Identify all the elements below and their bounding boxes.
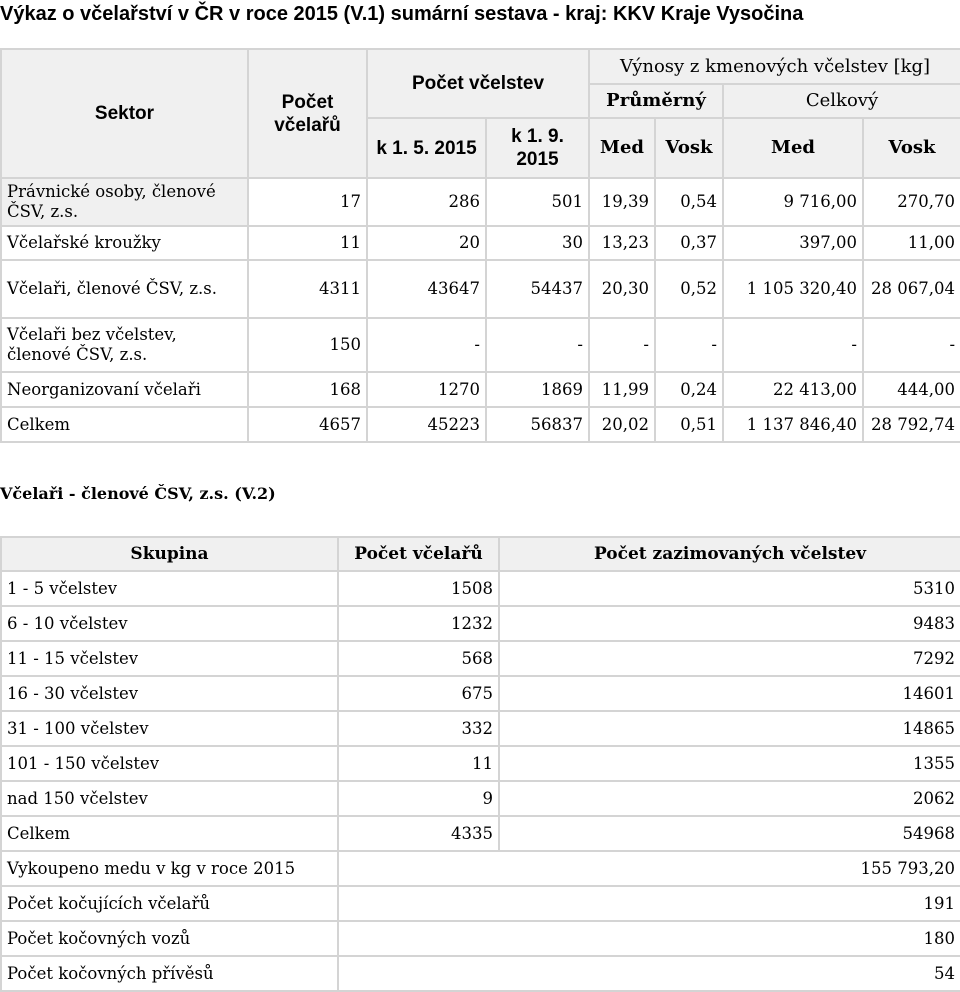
cell: 0,51 — [655, 407, 723, 442]
cell: 0,54 — [655, 178, 723, 226]
row-label: 31 - 100 včelstev — [1, 711, 338, 746]
row-label: Počet kočovných přívěsů — [1, 956, 338, 991]
table-row — [1, 921, 960, 956]
cell: 14601 — [499, 676, 960, 711]
header-celkovy-med: Med — [723, 118, 863, 178]
header-pocet-vcelaru: Počet včelařů — [338, 537, 499, 571]
header-celkovy: Celkový — [723, 84, 960, 118]
table-row — [1, 886, 960, 921]
cell: 28 067,04 — [863, 260, 960, 318]
table-row — [1, 676, 960, 711]
cell: 11,00 — [863, 226, 960, 260]
header-k-1-5-2015: k 1. 5. 2015 — [367, 118, 486, 178]
cell: 0,37 — [655, 226, 723, 260]
cell: 13,23 — [589, 226, 655, 260]
cell: - — [486, 318, 589, 372]
cell: 9 — [338, 781, 499, 816]
cell: 191 — [338, 886, 960, 921]
cell: 4657 — [248, 407, 367, 442]
table-row — [1, 226, 960, 260]
table-row — [1, 641, 960, 676]
cell: 1 105 320,40 — [723, 260, 863, 318]
table-row — [1, 571, 960, 606]
cell: 9483 — [499, 606, 960, 641]
cell: 4335 — [338, 816, 499, 851]
table-row — [1, 606, 960, 641]
cell: 11,99 — [589, 372, 655, 407]
row-label: Neorganizovaní včelaři — [1, 372, 248, 407]
row-label: Celkem — [1, 407, 248, 442]
cell: 168 — [248, 372, 367, 407]
cell: 7292 — [499, 641, 960, 676]
row-label: Počet kočujících včelařů — [1, 886, 338, 921]
cell: 11 — [338, 746, 499, 781]
header-celkovy-vosk: Vosk — [863, 118, 960, 178]
cell: 17 — [248, 178, 367, 226]
header-pocet-vcelaru: Počet včelařů — [248, 49, 367, 178]
cell: 11 — [248, 226, 367, 260]
row-label: 6 - 10 včelstev — [1, 606, 338, 641]
row-label: Právnické osoby, členové ČSV, z.s. — [1, 178, 248, 226]
cell: 286 — [367, 178, 486, 226]
cell: 43647 — [367, 260, 486, 318]
cell: 28 792,74 — [863, 407, 960, 442]
cell: 568 — [338, 641, 499, 676]
cell: - — [655, 318, 723, 372]
cell: 54437 — [486, 260, 589, 318]
table-row — [1, 711, 960, 746]
section-title: Včelaři - členové ČSV, z.s. (V.2) — [0, 484, 276, 503]
row-label: 101 - 150 včelstev — [1, 746, 338, 781]
cell: 2062 — [499, 781, 960, 816]
row-label: 11 - 15 včelstev — [1, 641, 338, 676]
cell: 5310 — [499, 571, 960, 606]
cell: 0,52 — [655, 260, 723, 318]
cell: 30 — [486, 226, 589, 260]
cell: 0,24 — [655, 372, 723, 407]
cell: - — [863, 318, 960, 372]
cell: 45223 — [367, 407, 486, 442]
header-pocet-zazimovanych: Počet zazimovaných včelstev — [499, 537, 960, 571]
table-row — [1, 318, 960, 372]
header-prumerny-vosk: Vosk — [655, 118, 723, 178]
cell: 54 — [338, 956, 960, 991]
cell: 1869 — [486, 372, 589, 407]
cell: 501 — [486, 178, 589, 226]
row-label: Celkem — [1, 816, 338, 851]
cell: 180 — [338, 921, 960, 956]
cell: 20,30 — [589, 260, 655, 318]
cell: - — [589, 318, 655, 372]
cell: 9 716,00 — [723, 178, 863, 226]
cell: 1232 — [338, 606, 499, 641]
header-prumerny-med: Med — [589, 118, 655, 178]
cell: 675 — [338, 676, 499, 711]
cell: 444,00 — [863, 372, 960, 407]
cell: - — [367, 318, 486, 372]
cell: 4311 — [248, 260, 367, 318]
cell: 20 — [367, 226, 486, 260]
summary-table — [0, 48, 960, 443]
table-row — [1, 372, 960, 407]
row-label: Včelařské kroužky — [1, 226, 248, 260]
table-row — [1, 956, 960, 991]
row-label: 16 - 30 včelstev — [1, 676, 338, 711]
cell: 397,00 — [723, 226, 863, 260]
cell: - — [723, 318, 863, 372]
cell: 1508 — [338, 571, 499, 606]
cell: 14865 — [499, 711, 960, 746]
header-k-1-9-2015: k 1. 9. 2015 — [486, 118, 589, 178]
header-sektor: Sektor — [1, 49, 248, 178]
table-row — [1, 407, 960, 442]
row-label: Včelaři bez včelstev, členové ČSV, z.s. — [1, 318, 248, 372]
table-row — [1, 781, 960, 816]
cell: 19,39 — [589, 178, 655, 226]
cell: 1 137 846,40 — [723, 407, 863, 442]
report-title: Výkaz o včelařství v ČR v roce 2015 (V.1) sumární sestava - kraj: KKV Kraje Vysočina — [0, 3, 804, 25]
cell: 332 — [338, 711, 499, 746]
header-pocet-vcelstev: Počet včelstev — [367, 49, 589, 118]
cell: 150 — [248, 318, 367, 372]
cell: 155 793,20 — [338, 851, 960, 886]
row-label: Vykoupeno medu v kg v roce 2015 — [1, 851, 338, 886]
cell: 22 413,00 — [723, 372, 863, 407]
cell: 1355 — [499, 746, 960, 781]
cell: 20,02 — [589, 407, 655, 442]
table-row — [1, 178, 960, 226]
cell: 54968 — [499, 816, 960, 851]
table-row — [1, 816, 960, 851]
header-skupina: Skupina — [1, 537, 338, 571]
row-label: nad 150 včelstev — [1, 781, 338, 816]
row-label: 1 - 5 včelstev — [1, 571, 338, 606]
header-vynosy: Výnosy z kmenových včelstev [kg] — [589, 49, 960, 84]
cell: 270,70 — [863, 178, 960, 226]
header-prumerny: Průměrný — [589, 84, 723, 118]
cell: 56837 — [486, 407, 589, 442]
row-label: Počet kočovných vozů — [1, 921, 338, 956]
cell: 1270 — [367, 372, 486, 407]
table-row — [1, 851, 960, 886]
row-label: Včelaři, členové ČSV, z.s. — [1, 260, 248, 318]
table-row — [1, 260, 960, 318]
groups-table — [0, 536, 960, 992]
table-row — [1, 746, 960, 781]
